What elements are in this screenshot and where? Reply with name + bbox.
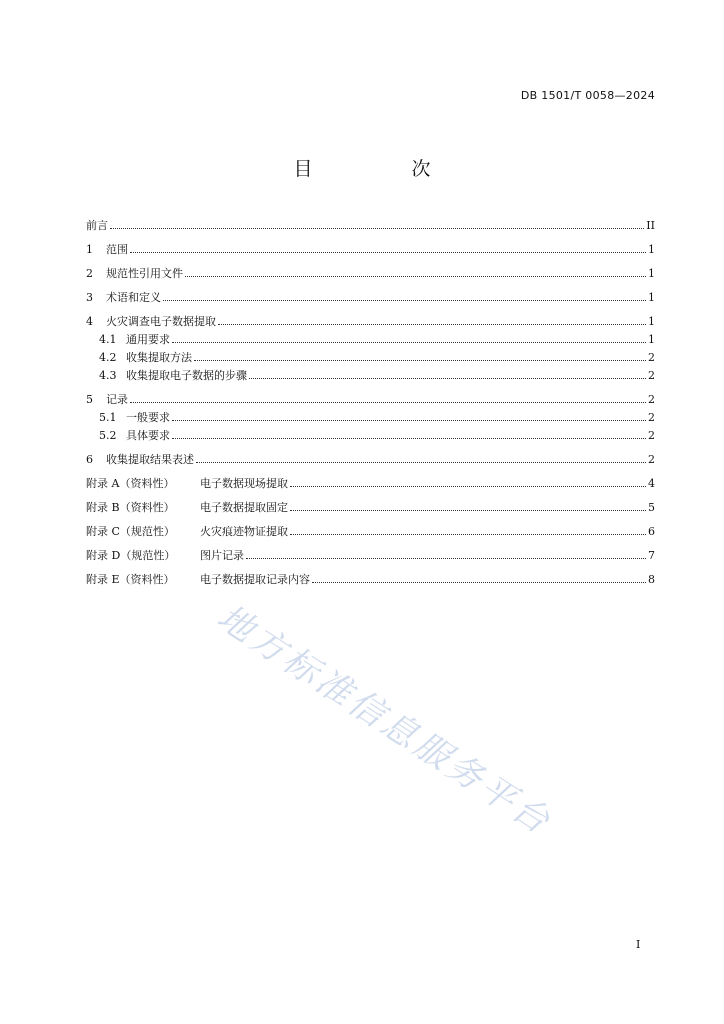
toc-label: 收集提取方法 — [126, 351, 192, 364]
toc-number: 5 — [86, 393, 93, 406]
toc-entry-results-statement[interactable] — [86, 453, 655, 467]
toc-label: 一般要求 — [126, 411, 170, 424]
toc-entry-normative-references[interactable] — [86, 267, 655, 281]
toc-appendix-prefix: 附录 E（资料性） — [86, 573, 175, 586]
toc-appendix-prefix: 附录 D（规范性） — [86, 549, 176, 562]
toc-leader — [290, 534, 646, 535]
toc-page-number: 8 — [648, 573, 655, 586]
toc-entry-collection-methods[interactable] — [86, 351, 655, 365]
toc-entry-records-specific[interactable] — [86, 429, 655, 443]
toc-number: 4.1 — [99, 333, 117, 346]
toc-entry-terms-definitions[interactable] — [86, 291, 655, 305]
toc-page-number: 2 — [648, 369, 655, 382]
toc-number: 5.1 — [99, 411, 117, 424]
toc-page-number: 7 — [648, 549, 655, 562]
toc-leader — [249, 378, 646, 379]
toc-label: 收集提取电子数据的步骤 — [126, 369, 247, 382]
toc-page-number: 5 — [648, 501, 655, 514]
toc-label: 电子数据现场提取 — [200, 477, 288, 490]
toc-label: 术语和定义 — [106, 291, 161, 304]
toc-leader — [130, 402, 646, 403]
toc-entry-electronic-data-extraction[interactable] — [86, 315, 655, 329]
toc-page-number: 1 — [648, 267, 655, 280]
toc-leader — [163, 300, 646, 301]
toc-entry-appendix-e[interactable] — [86, 573, 655, 587]
toc-appendix-prefix: 附录 B（资料性） — [86, 501, 175, 514]
toc-number: 6 — [86, 453, 93, 466]
toc-leader — [246, 558, 646, 559]
toc-leader — [172, 420, 646, 421]
toc-leader — [218, 324, 646, 325]
standard-code: DB 1501/T 0058—2024 — [520, 89, 655, 102]
toc-number: 4 — [86, 315, 93, 328]
toc-leader — [312, 582, 646, 583]
toc-entry-appendix-d[interactable] — [86, 549, 655, 563]
toc-leader — [130, 252, 646, 253]
toc-label: 收集提取结果表述 — [106, 453, 194, 466]
toc-label: 范围 — [106, 243, 128, 256]
page-title: 目 次 — [293, 158, 471, 180]
toc-page-number: 1 — [648, 243, 655, 256]
toc-appendix-prefix: 附录 C（规范性） — [86, 525, 175, 538]
toc-number: 3 — [86, 291, 93, 304]
toc-page-number: 2 — [648, 453, 655, 466]
toc-entry-appendix-b[interactable] — [86, 501, 655, 515]
toc-entry-appendix-c[interactable] — [86, 525, 655, 539]
toc-entry-records-general[interactable] — [86, 411, 655, 425]
toc-entry-appendix-a[interactable] — [86, 477, 655, 491]
toc-entry-collection-steps[interactable] — [86, 369, 655, 383]
toc-page-number: 1 — [648, 315, 655, 328]
toc-leader — [290, 510, 646, 511]
toc-page-number: 2 — [648, 411, 655, 424]
toc-label: 前言 — [86, 219, 108, 232]
toc-entry-scope[interactable] — [86, 243, 655, 257]
toc-page-number: II — [646, 219, 655, 232]
toc-number: 1 — [86, 243, 93, 256]
toc-leader — [185, 276, 646, 277]
toc-leader — [194, 360, 646, 361]
toc-label: 火灾调查电子数据提取 — [106, 315, 216, 328]
toc-label: 图片记录 — [200, 549, 244, 562]
toc-page-number: 2 — [648, 351, 655, 364]
toc-number: 2 — [86, 267, 93, 280]
toc-leader — [172, 438, 646, 439]
toc-page-number: 1 — [648, 291, 655, 304]
toc-label: 规范性引用文件 — [106, 267, 183, 280]
toc-number: 5.2 — [99, 429, 117, 442]
toc-label: 电子数据提取固定 — [200, 501, 288, 514]
toc-number: 4.3 — [99, 369, 117, 382]
footer-page-number: I — [636, 938, 641, 951]
toc-label: 记录 — [106, 393, 128, 406]
toc-leader — [290, 486, 646, 487]
toc-number: 4.2 — [99, 351, 117, 364]
toc-page-number: 4 — [648, 477, 655, 490]
toc-page-number: 2 — [648, 429, 655, 442]
toc-entry-general-requirements[interactable] — [86, 333, 655, 347]
toc-leader — [110, 228, 644, 229]
toc-page-number: 6 — [648, 525, 655, 538]
watermark: 地方标准信息服务平台 — [209, 597, 559, 844]
toc-entry-records[interactable] — [86, 393, 655, 407]
toc-label: 火灾痕迹物证提取 — [200, 525, 288, 538]
toc-page-number: 2 — [648, 393, 655, 406]
toc-page-number: 1 — [648, 333, 655, 346]
toc-label: 电子数据提取记录内容 — [200, 573, 310, 586]
toc-leader — [172, 342, 646, 343]
toc-label: 通用要求 — [126, 333, 170, 346]
toc-leader — [196, 462, 646, 463]
toc-label: 具体要求 — [126, 429, 170, 442]
table-of-contents — [86, 219, 655, 587]
toc-entry-foreword[interactable] — [86, 219, 655, 233]
toc-appendix-prefix: 附录 A（资料性） — [86, 477, 175, 490]
